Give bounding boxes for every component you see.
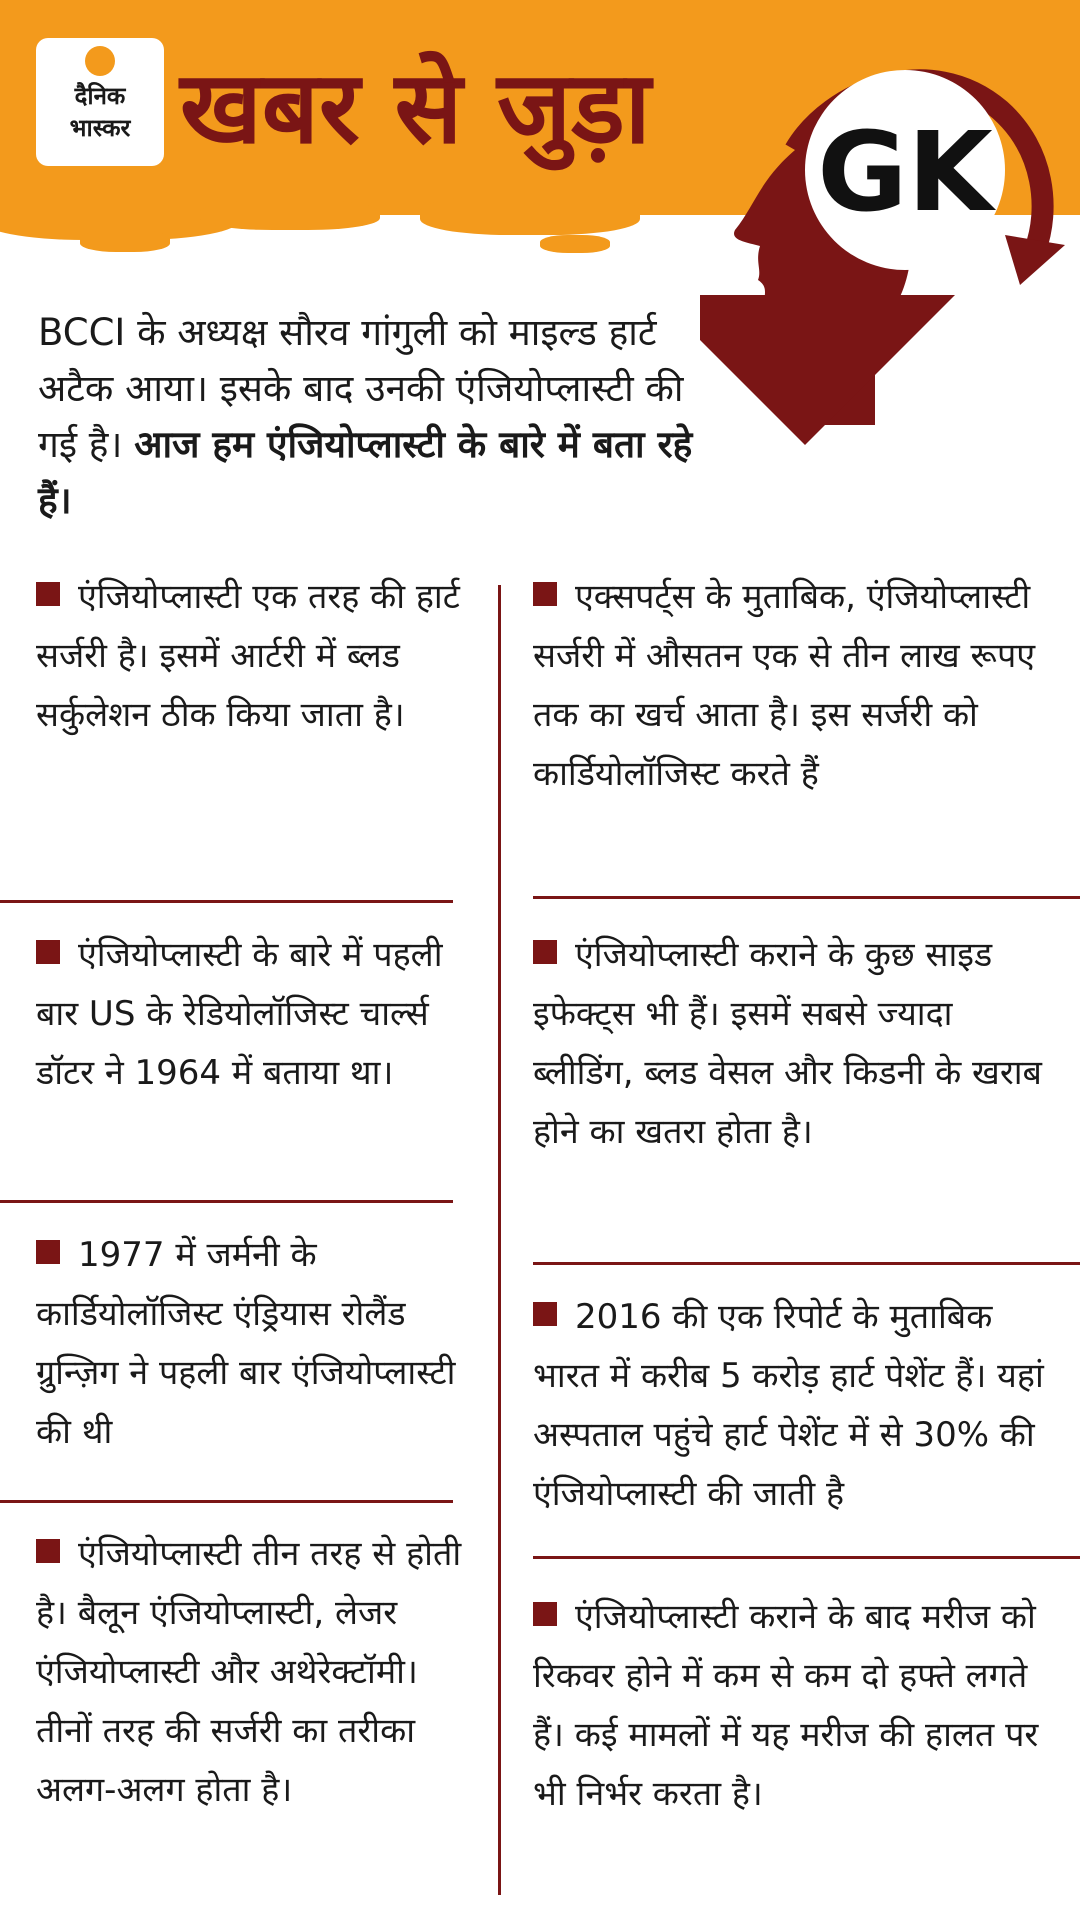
bullet-square-icon	[36, 582, 60, 606]
intro-text: BCCI के अध्यक्ष सौरव गांगुली को माइल्ड हार्ट अटैक आया। इसके बाद उनकी एंजियोप्लास्टी की गई है।	[38, 311, 684, 466]
fact-left-4	[36, 1525, 476, 1820]
row-divider	[0, 1500, 453, 1503]
fact-text: एंजियोप्लास्टी कराने के कुछ साइड इफेक्ट्स भी हैं। इसमें सबसे ज्यादा ब्लीडिंग, ब्लड वेसल और किडनी के खराब होने का खतरा होता है।	[533, 935, 1042, 1152]
circular-arrow-head-icon	[1005, 235, 1065, 285]
row-divider	[533, 1556, 1080, 1559]
paint-splash	[420, 195, 640, 235]
row-divider	[533, 1262, 1080, 1265]
paint-splash	[80, 230, 170, 252]
row-divider	[0, 1200, 453, 1203]
page-title: खबर से जुड़ा	[180, 49, 651, 166]
fact-text: एंजियोप्लास्टी एक तरह की हार्ट सर्जरी है। इसमें आर्टरी में ब्लड सर्कुलेशन ठीक किया जाता है।	[36, 577, 460, 735]
fact-right-4	[533, 1588, 1053, 1824]
fact-left-2	[36, 926, 466, 1103]
sun-icon	[85, 46, 115, 76]
gk-badge: GK	[817, 108, 993, 236]
intro-paragraph	[38, 305, 698, 529]
row-divider	[533, 896, 1080, 899]
fact-text: एक्सपर्ट्स के मुताबिक, एंजियोप्लास्टी सर्जरी में औसतन एक से तीन लाख रूपए तक का खर्च आता है। इस सर्जरी को कार्डियोलॉजिस्ट करते हैं	[533, 577, 1036, 794]
logo-text-line1: दैनिक	[74, 82, 126, 110]
bullet-square-icon	[533, 1602, 557, 1626]
column-divider	[498, 585, 501, 1895]
bullet-square-icon	[533, 940, 557, 964]
fact-right-1	[533, 568, 1053, 804]
fact-text: एंजियोप्लास्टी कराने के बाद मरीज को रिकवर होने में कम से कम दो हफ्ते लगते हैं। कई मामलों में यह मरीज की हालत पर भी निर्भर करता है।	[533, 1597, 1039, 1814]
fact-text: 1977 में जर्मनी के कार्डियोलॉजिस्ट एंड्रियास रोलैंड ग्रुन्ज़िग ने पहली बार एंजियोप्लास्टी की थी	[36, 1235, 456, 1452]
bullet-square-icon	[36, 1539, 60, 1563]
intro-bold-text: आज हम एंजियोप्लास्टी के बारे में बता रहे हैं।	[38, 423, 693, 522]
bullet-square-icon	[36, 1240, 60, 1264]
bullet-square-icon	[36, 940, 60, 964]
bullet-square-icon	[533, 582, 557, 606]
fact-left-3	[36, 1226, 466, 1462]
paint-splash	[200, 200, 380, 230]
fact-right-3	[533, 1288, 1053, 1524]
fact-text: एंजियोप्लास्टी के बारे में पहली बार US के रेडियोलॉजिस्ट चार्ल्स डॉटर ने 1964 में बताया था।	[36, 935, 443, 1093]
fact-text: एंजियोप्लास्टी तीन तरह से होती है। बैलून एंजियोप्लास्टी, लेजर एंजियोप्लास्टी और अथेरेक्टॉमी। तीनों तरह की सर्जरी का तरीका अलग-अलग होता है।	[36, 1534, 462, 1810]
fact-left-1	[36, 568, 466, 745]
paint-splash	[540, 235, 610, 253]
fact-text: 2016 की एक रिपोर्ट के मुताबिक भारत में करीब 5 करोड़ हार्ट पेशेंट हैं। यहां अस्पताल पहुंचे हार्ट पेशेंट में से 30% की एंजियोप्लास्टी की जाती है	[533, 1297, 1044, 1514]
logo-text-line2: भास्कर	[69, 114, 131, 142]
bullet-square-icon	[533, 1302, 557, 1326]
head-silhouette-arrow-graphic	[700, 30, 1080, 550]
dainik-bhaskar-logo	[36, 38, 164, 166]
fact-right-2	[533, 926, 1053, 1162]
row-divider	[0, 900, 453, 903]
